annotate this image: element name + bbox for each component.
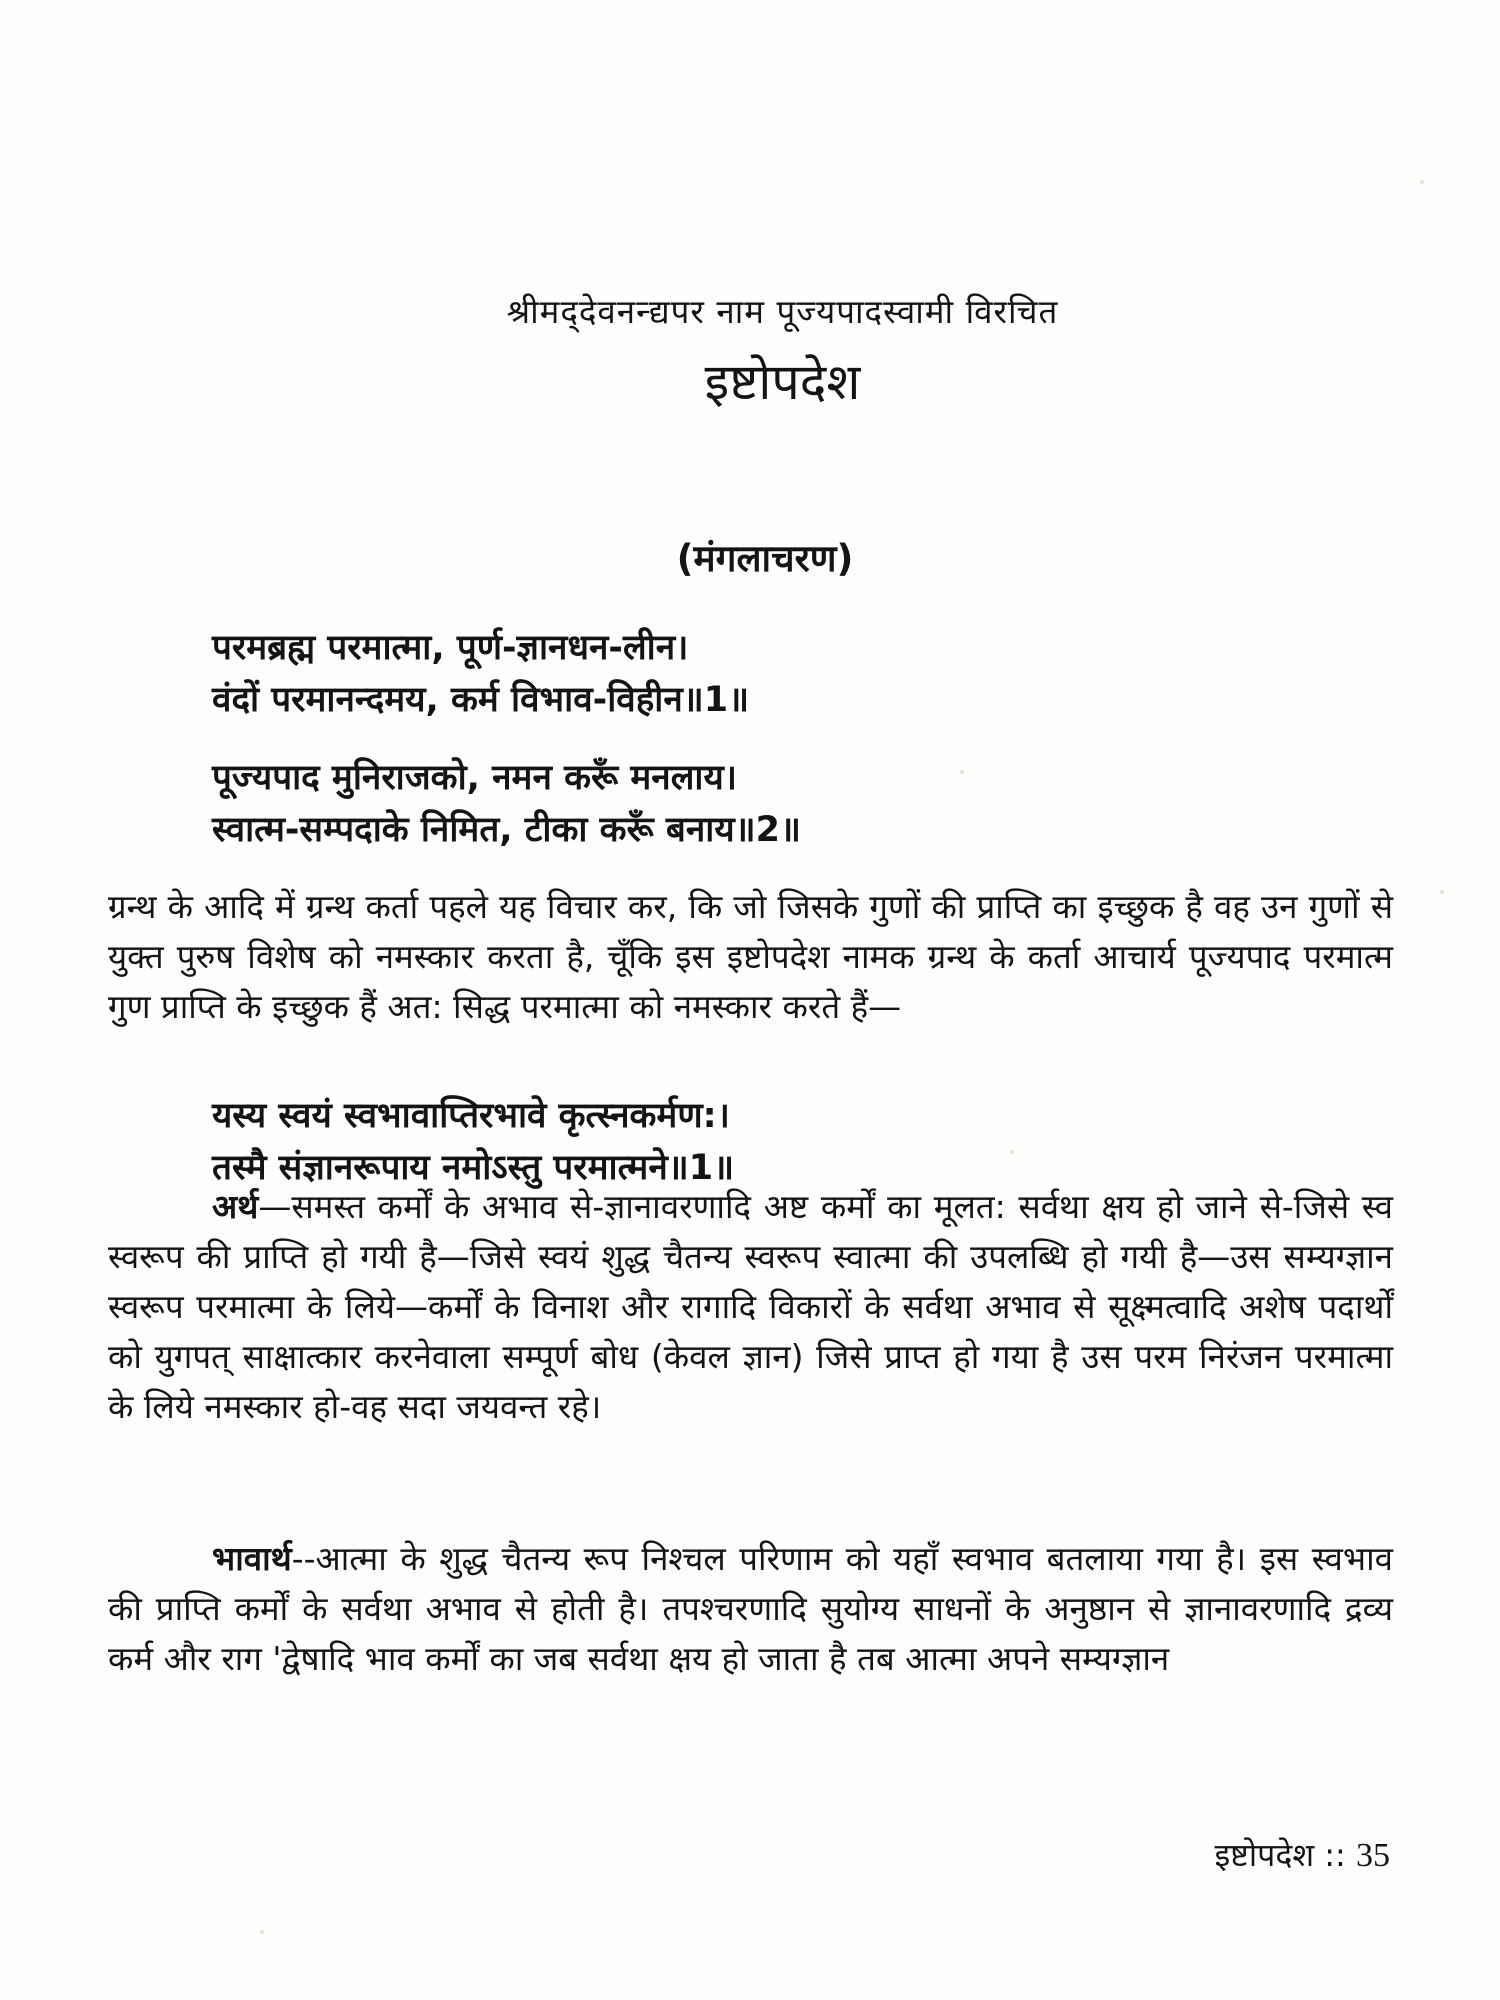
intro-paragraph: ग्रन्थ के आदि में ग्रन्थ कर्ता पहले यह विचार कर, कि जो जिसके गुणों की प्राप्ति का इच्छुक है वह उन गुणों से युक्त पुरुष विशेष को नमस्कार करता है, चूँकि इस इष्टोपदेश नामक ग्रन्थ के कर्ता आचार्य पूज्यपाद परमात्म गुण प्राप्ति के इच्छुक हैं अत: सिद्ध परमात्मा को नमस्कार करते हैं— — [108, 887, 1393, 1026]
verse-line: वंदों परमानन्दमय, कर्म विभाव-विहीन॥1॥ — [212, 680, 750, 720]
verse-line: स्वात्म-सम्पदाके निमित, टीका करूँ बनाय॥2॥ — [212, 810, 801, 850]
explanation-paragraph — [108, 1534, 1393, 1684]
opening-verse-2 — [212, 752, 801, 856]
verse-line: परमब्रह्म परमात्मा, पूर्ण-ज्ञानधन-लीन। — [212, 628, 689, 668]
opening-verse-1 — [212, 622, 749, 726]
paper-speck — [1010, 1150, 1014, 1154]
page-footer — [1214, 1835, 1390, 1876]
page-title: इष्टोपदेश — [704, 353, 861, 411]
paper-speck — [1440, 890, 1444, 894]
paper-speck — [1420, 180, 1424, 184]
meaning-text: —समस्त कर्मों के अभाव से-ज्ञानावरणादि अष्ट कर्मों का मूलत: सर्वथा क्षय हो जाने से-जिसे स्व स्वरूप की प्राप्ति हो गयी है—जिसे स्वयं शुद्ध चैतन्य स्वरूप स्वात्मा की उपलब्धि हो गयी है—उस सम्यग्ज्ञान स्वरूप परमात्मा के लिये—कर्मों के विनाश और रागादि विकारों के सर्वथा अभाव से सूक्ष्मत्वादि अशेष पदार्थों को युगपत् साक्षात्कार करनेवाला सम्पूर्ण बोध (केवल ज्ञान) जिसे प्राप्त हो गया है उस परम निरंजन परमात्मा के लिये नमस्कार हो-वह सदा जयवन्त रहे। — [108, 1187, 1393, 1426]
explanation-label: भावार्थ — [212, 1539, 292, 1578]
meaning-label: अर्थ — [212, 1187, 259, 1226]
paper-speck — [260, 1930, 264, 1934]
section-heading: (मंगलाचरण) — [676, 537, 854, 580]
page-number: 35 — [1356, 1837, 1390, 1874]
verse-line: पूज्यपाद मुनिराजको, नमन करूँ मनलाय। — [212, 758, 738, 798]
explanation-text: --आत्मा के शुद्ध चैतन्य रूप निश्चल परिणाम को यहाँ स्वभाव बतलाया गया है। इस स्वभाव की प्राप्ति कर्मों के सर्वथा अभाव से होती है। तपश्चरणादि सुयोग्य साधनों के अनुष्ठान से ज्ञानावरणादि द्रव्य कर्म और राग 'द्वेषादि भाव कर्मों का जब सर्वथा क्षय हो जाता है तब आत्मा अपने सम्यग्ज्ञान — [108, 1539, 1393, 1678]
paper-speck — [960, 770, 964, 774]
sanskrit-verse — [212, 1090, 734, 1194]
footer-book-name: इष्टोपदेश :: — [1214, 1836, 1346, 1874]
verse-line: यस्य स्वयं स्वभावाप्तिरभावे कृत्स्नकर्मण:। — [212, 1096, 730, 1136]
author-subtitle: श्रीमद्‌देवनन्द्यपर नाम पूज्यपादस्वामी विरचित — [506, 292, 1059, 331]
meaning-paragraph — [108, 1182, 1393, 1432]
verse-line: तस्मै संज्ञानरूपाय नमोऽस्तु परमात्मने॥1॥ — [212, 1148, 735, 1188]
